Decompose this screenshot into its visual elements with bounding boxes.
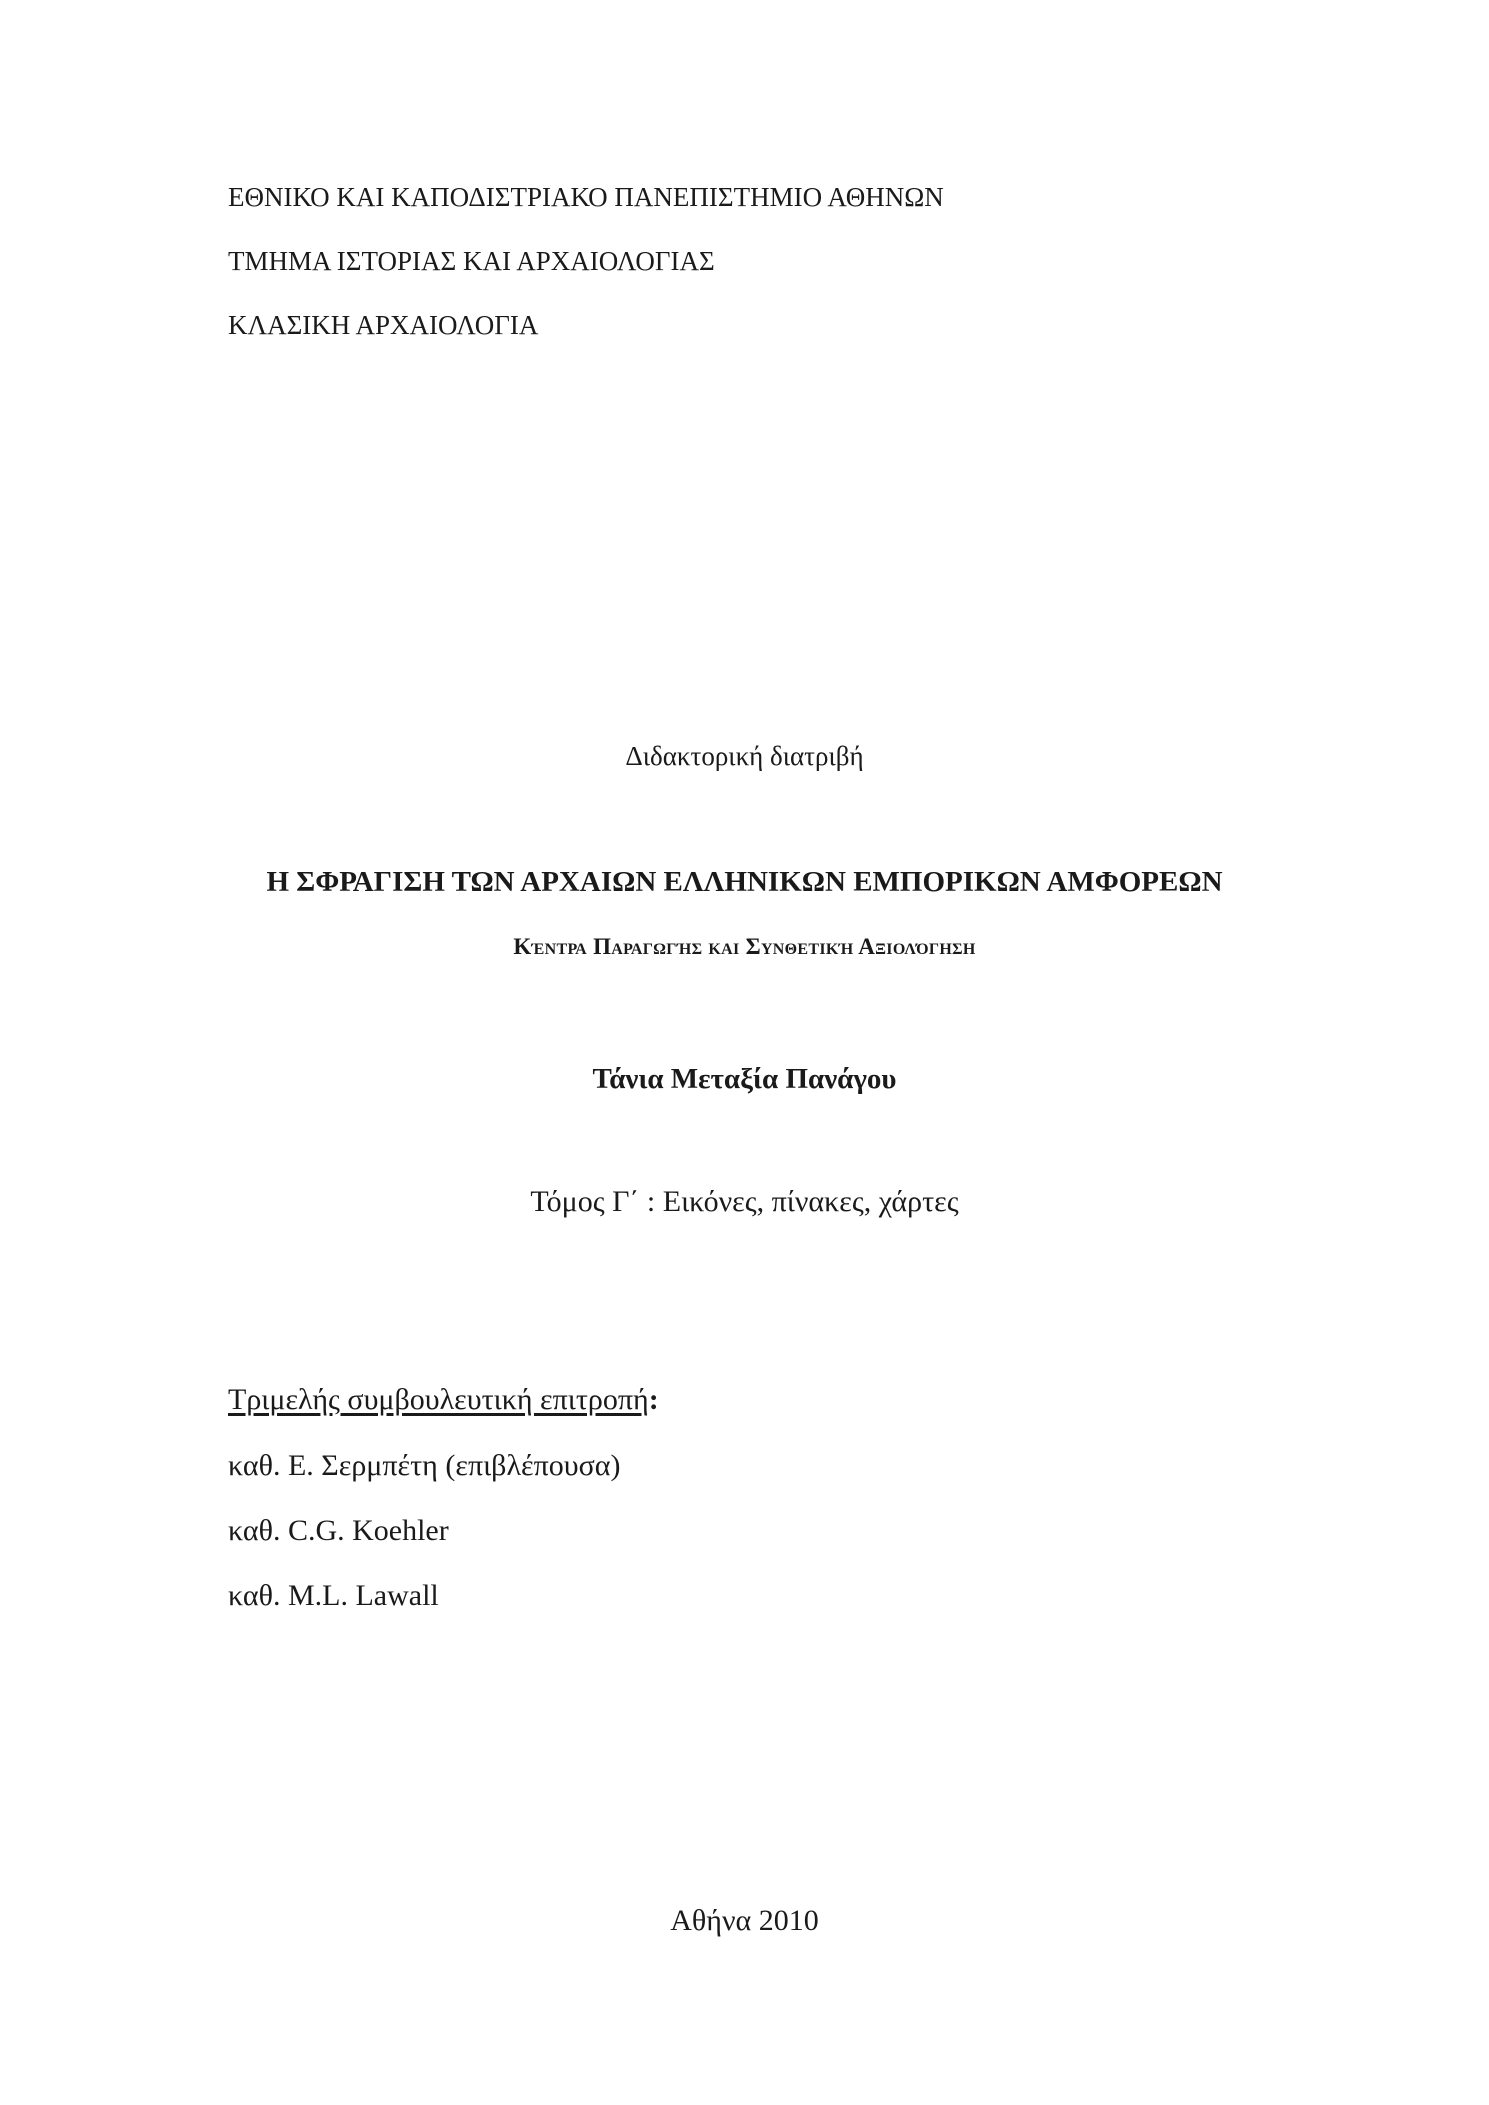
thesis-title: Η ΣΦΡΑΓΙΣΗ ΤΩΝ ΑΡΧΑΙΩΝ ΕΛΛΗΝΙΚΩΝ ΕΜΠΟΡΙΚΩΝ ΑΜΦΟΡΕΩΝ xyxy=(266,866,1223,898)
committee-member: καθ. M.L. Lawall xyxy=(228,1579,439,1612)
committee-member: καθ. C.G. Koehler xyxy=(228,1514,449,1547)
author-name: Τάνια Μεταξία Πανάγου xyxy=(592,1063,897,1095)
committee-heading xyxy=(228,1385,659,1415)
thesis-subtitle: Κέντρα Παραγωγής και Συνθετική Αξιολόγηση xyxy=(513,934,976,959)
department-name: ΤΜΗΜΑ ΙΣΤΟΡΙΑΣ ΚΑΙ ΑΡΧΑΙΟΛΟΓΙΑΣ xyxy=(228,246,715,276)
committee-member: καθ. Ε. Σερμπέτη (επιβλέπουσα) xyxy=(228,1449,621,1482)
committee-heading-text: Τριμελής συμβουλευτική επιτροπή xyxy=(228,1383,649,1416)
field-name: ΚΛΑΣΙΚΗ ΑΡΧΑΙΟΛΟΓΙΑ xyxy=(228,310,539,340)
university-name: ΕΘΝΙΚΟ ΚΑΙ ΚΑΠΟΔΙΣΤΡΙΑΚΟ ΠΑΝΕΠΙΣΤΗΜΙΟ ΑΘΗΝΩΝ xyxy=(228,182,944,212)
volume-info: Τόμος Γ΄ : Εικόνες, πίνακες, χάρτες xyxy=(530,1185,959,1218)
committee-heading-colon: : xyxy=(648,1383,659,1416)
document-type: Διδακτορική διατριβή xyxy=(625,741,864,771)
place-and-date: Αθήνα 2010 xyxy=(670,1904,819,1937)
